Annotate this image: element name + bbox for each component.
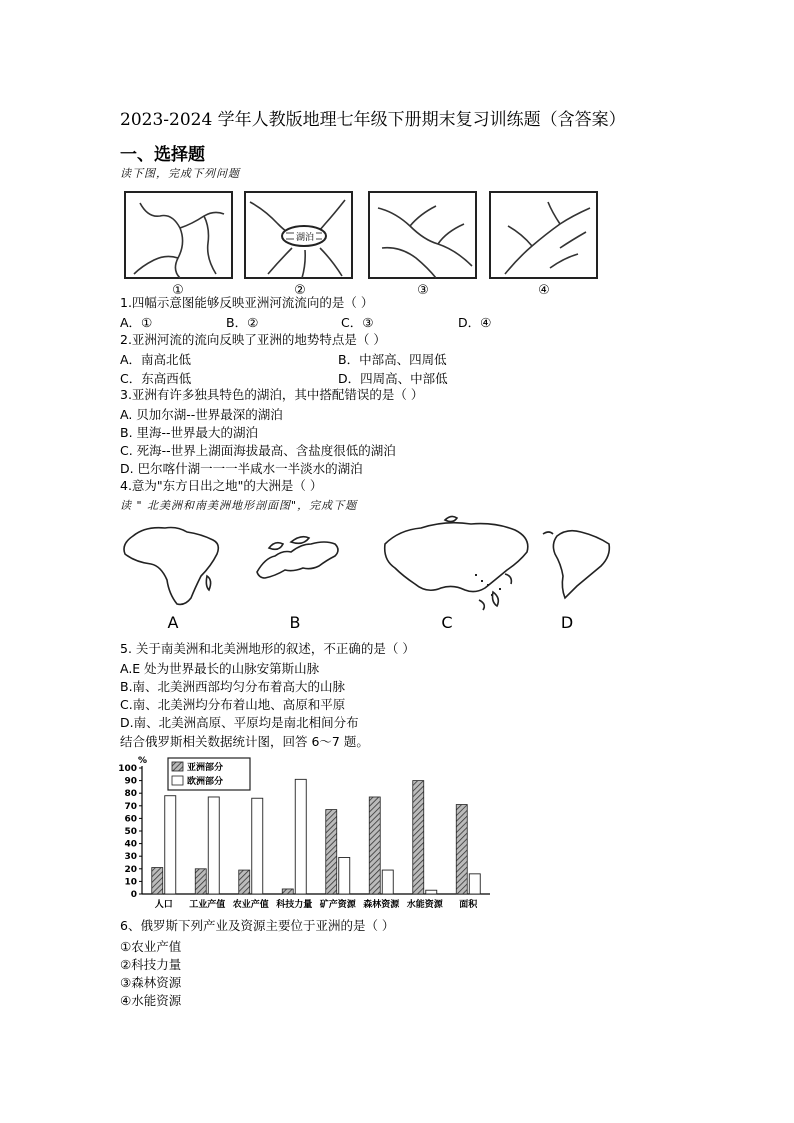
x-tick-label: 工业产值 bbox=[189, 900, 226, 910]
continent-label-a: A bbox=[167, 613, 179, 632]
question-3-stem: 3.亚洲有许多独具特色的湖泊，其中搭配错误的是（ ） bbox=[120, 387, 424, 402]
profile-instruction: 读 " 北美洲和南美洲地形剖面图"，完成下题 bbox=[120, 499, 358, 512]
bar-asia bbox=[152, 868, 163, 894]
question-4-stem: 4.意为"东方日出之地"的大洲是（ ） bbox=[120, 478, 323, 493]
y-tick-label: 50 bbox=[124, 827, 137, 837]
bar-europe bbox=[339, 857, 350, 894]
question-6-stem: 6、俄罗斯下列产业及资源主要位于亚洲的是（ ） bbox=[120, 918, 395, 933]
chart-instruction: 结合俄罗斯相关数据统计图，回答 6～7 题。 bbox=[120, 734, 369, 749]
y-tick-label: 20 bbox=[124, 864, 137, 875]
legend-label-asia: 亚洲部分 bbox=[187, 763, 224, 773]
map-3-frame bbox=[369, 192, 476, 278]
question-5-stem: 5. 关于南美洲和北美洲地形的叙述，不正确的是（ ） bbox=[120, 641, 415, 656]
continent-label-b: B bbox=[289, 613, 301, 632]
lake-label: 湖泊 bbox=[295, 233, 315, 243]
question-3-option-a[interactable]: A. 贝加尔湖--世界最深的湖泊 bbox=[120, 407, 283, 422]
question-3-option-c[interactable]: C. 死海--世界上湖面海拔最高、含盐度很低的湖泊 bbox=[120, 443, 396, 458]
question-5-option-b[interactable]: B.南、北美洲西部均匀分布着高大的山脉 bbox=[120, 679, 346, 694]
question-5-option-a[interactable]: A.E 处为世界最长的山脉安第斯山脉 bbox=[120, 661, 320, 676]
question-2-option-b[interactable]: B．中部高、四周低 bbox=[338, 352, 447, 367]
map-4-label: ④ bbox=[538, 283, 550, 298]
bar-asia bbox=[282, 889, 293, 894]
map-3-river bbox=[378, 208, 472, 266]
x-tick-label: 森林资源 bbox=[363, 900, 400, 910]
question-6-item-2[interactable]: ②科技力量 bbox=[120, 957, 182, 972]
question-6-item-4[interactable]: ④水能资源 bbox=[120, 993, 182, 1008]
x-tick-label: 水能资源 bbox=[406, 900, 443, 910]
y-tick-label: 40 bbox=[124, 839, 137, 850]
asia-outline bbox=[385, 523, 528, 592]
continent-label-d: D bbox=[560, 613, 574, 632]
y-tick-label: 90 bbox=[124, 776, 137, 787]
x-tick-label: 矿产资源 bbox=[319, 900, 356, 910]
bar-europe bbox=[426, 890, 437, 894]
question-6-item-1[interactable]: ①农业产值 bbox=[120, 939, 182, 954]
bar-asia bbox=[195, 869, 206, 894]
russia-bar-chart bbox=[112, 752, 502, 914]
chart-legend bbox=[168, 758, 250, 790]
river-maps-figure bbox=[120, 188, 610, 300]
question-1-option-c[interactable]: C．③ bbox=[341, 315, 374, 330]
bar-europe bbox=[208, 797, 219, 894]
question-5-option-d[interactable]: D.南、北美洲高原、平原均是南北相间分布 bbox=[120, 715, 359, 730]
bar-asia bbox=[369, 797, 380, 894]
bar-europe bbox=[382, 870, 393, 894]
map-3-label: ③ bbox=[417, 283, 429, 298]
legend-swatch-asia bbox=[172, 762, 183, 771]
x-tick-label: 面积 bbox=[459, 900, 478, 910]
question-5-option-c[interactable]: C.南、北美洲均分布着山地、高原和平原 bbox=[120, 697, 346, 712]
bar-asia bbox=[456, 805, 467, 894]
map-instruction: 读下图，完成下列问题 bbox=[120, 167, 240, 180]
question-2-option-c[interactable]: C．东高西低 bbox=[120, 371, 192, 386]
y-tick-label: 80 bbox=[124, 789, 137, 800]
question-1-option-a[interactable]: A．① bbox=[120, 315, 153, 330]
map-2-label: ② bbox=[294, 283, 306, 298]
bar-asia bbox=[326, 810, 337, 894]
question-3-option-d[interactable]: D. 巴尔喀什湖一一一半咸水一半淡水的湖泊 bbox=[120, 461, 363, 476]
y-tick-label: 60 bbox=[124, 814, 137, 825]
question-1-stem: 1.四幅示意图能够反映亚洲河流流向的是（ ） bbox=[120, 295, 374, 310]
bar-europe bbox=[469, 874, 480, 894]
lake-icon bbox=[282, 226, 326, 246]
x-tick-label: 农业产值 bbox=[232, 900, 269, 910]
y-tick-label: 0 bbox=[130, 890, 137, 900]
document-title: 2023-2024 学年人教版地理七年级下册期末复习训练题（含答案） bbox=[120, 110, 626, 130]
legend-swatch-europe bbox=[172, 776, 183, 785]
x-tick-label: 人口 bbox=[154, 900, 173, 910]
section-heading: 一、选择题 bbox=[120, 145, 205, 165]
map-1-label: ① bbox=[172, 283, 184, 298]
legend-label-europe: 欧洲部分 bbox=[187, 777, 224, 787]
bar-asia bbox=[239, 870, 250, 894]
map-2-river bbox=[250, 202, 292, 234]
y-tick-label: 70 bbox=[124, 801, 137, 812]
bar-europe bbox=[252, 798, 263, 894]
question-2-option-a[interactable]: A．南高北低 bbox=[120, 352, 192, 367]
map-4-river bbox=[505, 208, 590, 274]
question-6-item-3[interactable]: ③森林资源 bbox=[120, 975, 182, 990]
y-axis-unit: % bbox=[138, 756, 148, 766]
continents-figure bbox=[115, 514, 615, 634]
africa-outline bbox=[124, 528, 218, 605]
map-1-river bbox=[140, 203, 183, 278]
south-america-outline bbox=[553, 531, 609, 598]
y-tick-label: 100 bbox=[118, 764, 137, 774]
continent-label-c: C bbox=[441, 613, 453, 632]
y-tick-label: 30 bbox=[124, 852, 137, 863]
question-2-option-d[interactable]: D．四周高、中部低 bbox=[338, 371, 448, 386]
bar-europe bbox=[295, 779, 306, 894]
bar-asia bbox=[413, 781, 424, 894]
question-2-stem: 2.亚洲河流的流向反映了亚洲的地势特点是（ ） bbox=[120, 332, 386, 347]
bar-europe bbox=[165, 796, 176, 894]
x-tick-label: 科技力量 bbox=[276, 900, 313, 910]
y-tick-label: 10 bbox=[124, 877, 137, 888]
question-1-option-d[interactable]: D．④ bbox=[458, 315, 492, 330]
question-1-option-b[interactable]: B．② bbox=[226, 315, 259, 330]
question-3-option-b[interactable]: B. 里海--世界最大的湖泊 bbox=[120, 425, 259, 440]
